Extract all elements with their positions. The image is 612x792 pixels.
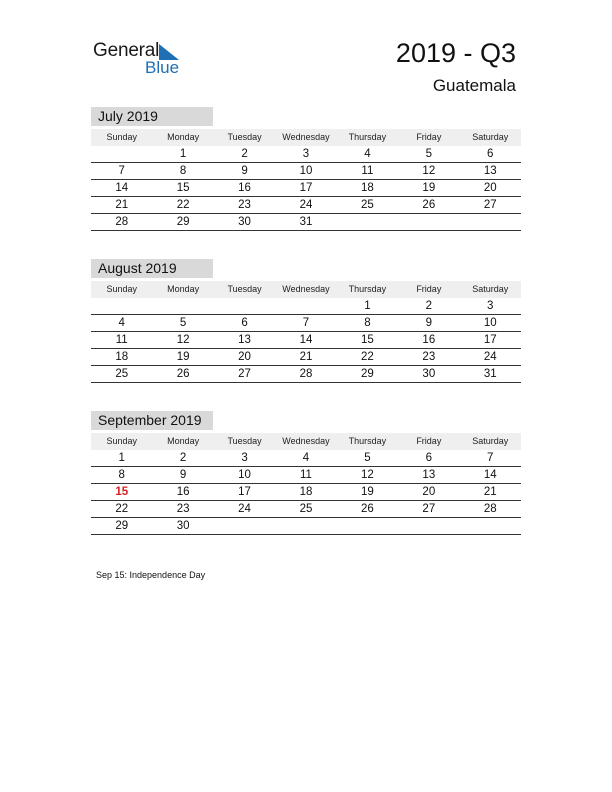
day-cell: 24 — [299, 199, 313, 211]
week-row — [91, 146, 521, 163]
day-cell: 22 — [176, 199, 190, 211]
week-row — [91, 366, 521, 383]
day-cell: 12 — [361, 469, 374, 481]
weekday-label: Friday — [416, 436, 442, 446]
day-cell: 22 — [361, 351, 374, 363]
week-row — [91, 298, 521, 315]
day-cell: 27 — [238, 368, 251, 380]
day-cell: 21 — [115, 199, 129, 211]
logo-general-text: General — [93, 40, 160, 61]
day-cell: 3 — [487, 300, 494, 312]
weekday-label: Thursday — [348, 436, 387, 446]
day-cell: 16 — [422, 334, 436, 346]
day-cell: 2 — [179, 452, 187, 464]
day-cell: 6 — [425, 452, 433, 464]
day-cell: 4 — [302, 452, 310, 464]
day-cell: 28 — [483, 503, 497, 515]
day-cell: 13 — [238, 334, 251, 346]
weekday-label: Sunday — [106, 132, 137, 142]
weekday-label: Monday — [167, 284, 200, 294]
week-row — [91, 450, 521, 467]
day-cell: 24 — [483, 351, 497, 363]
day-cell: 20 — [238, 351, 251, 363]
weekday-label: Thursday — [348, 284, 387, 294]
day-cell — [275, 298, 336, 314]
day-cell — [275, 518, 336, 534]
day-cell: 25 — [361, 199, 374, 211]
weekday-label: Friday — [416, 284, 442, 294]
day-cell: 31 — [483, 368, 497, 380]
week-row — [91, 467, 521, 484]
day-cell: 31 — [299, 216, 313, 228]
day-cell: 12 — [176, 334, 190, 346]
day-cell: 9 — [425, 317, 433, 329]
day-cell: 5 — [425, 148, 433, 160]
day-cell: 8 — [364, 317, 371, 329]
weekday-label: Sunday — [106, 284, 137, 294]
weekday-label: Tuesday — [227, 436, 262, 446]
day-cell: 30 — [238, 216, 251, 228]
day-cell: 15 — [176, 182, 190, 194]
day-cell: 7 — [118, 165, 125, 177]
day-cell — [337, 214, 398, 230]
day-cell: 18 — [299, 486, 313, 498]
day-cell: 1 — [179, 148, 187, 160]
day-cell: 20 — [422, 486, 436, 498]
day-cell: 1 — [118, 452, 125, 464]
day-cell: 24 — [238, 503, 251, 515]
day-cell: 17 — [483, 334, 497, 346]
month-title: September 2019 — [91, 411, 213, 430]
weekday-label: Sunday — [106, 436, 137, 446]
day-cell: 19 — [361, 486, 374, 498]
day-cell: 25 — [299, 503, 313, 515]
day-cell: 5 — [179, 317, 187, 329]
day-cell: 18 — [361, 182, 374, 194]
day-cell: 30 — [422, 368, 436, 380]
day-cell: 16 — [238, 182, 251, 194]
week-row — [91, 518, 521, 535]
weekday-header-row — [91, 433, 521, 450]
day-cell — [91, 146, 152, 162]
day-cell: 25 — [115, 368, 129, 380]
week-row — [91, 332, 521, 349]
day-cell: 26 — [422, 199, 436, 211]
day-cell: 18 — [115, 351, 129, 363]
weekday-label: Saturday — [472, 284, 509, 294]
day-cell: 17 — [299, 182, 313, 194]
month-calendar — [91, 107, 521, 231]
day-cell: 4 — [118, 317, 125, 329]
day-cell: 10 — [483, 317, 497, 329]
day-cell: 14 — [115, 182, 129, 194]
day-cell: 22 — [115, 503, 129, 515]
day-cell: 13 — [422, 469, 436, 481]
day-cell: 7 — [487, 452, 494, 464]
week-row — [91, 197, 521, 214]
day-cell: 9 — [241, 165, 248, 177]
weekday-label: Saturday — [472, 436, 509, 446]
weekday-label: Wednesday — [282, 436, 330, 446]
day-cell: 21 — [483, 486, 497, 498]
page-title: 2019 - Q3 — [395, 38, 516, 68]
month-calendar — [91, 259, 521, 383]
day-cell: 6 — [241, 317, 248, 329]
day-cell: 21 — [299, 351, 313, 363]
month-title: July 2019 — [91, 107, 213, 126]
weekday-label: Friday — [416, 132, 442, 142]
day-cell: 3 — [241, 452, 248, 464]
day-cell — [152, 298, 213, 314]
day-cell: 9 — [179, 469, 187, 481]
day-cell: 11 — [115, 334, 128, 346]
generalblue-logo — [93, 40, 203, 80]
day-cell: 6 — [487, 148, 494, 160]
day-cell: 8 — [179, 165, 187, 177]
week-row — [91, 484, 521, 501]
day-cell: 27 — [483, 199, 497, 211]
week-row — [91, 180, 521, 197]
day-cell — [214, 298, 275, 314]
holiday-day-cell: 15 — [115, 486, 129, 498]
day-cell: 8 — [118, 469, 125, 481]
weekday-label: Monday — [167, 132, 200, 142]
day-cell: 17 — [238, 486, 251, 498]
logo-blue-text: Blue — [145, 58, 180, 77]
day-cell: 10 — [299, 165, 313, 177]
month-title: August 2019 — [91, 259, 213, 278]
weekday-header-row — [91, 129, 521, 146]
day-cell: 3 — [302, 148, 310, 160]
day-cell — [460, 518, 521, 534]
weekday-label: Tuesday — [227, 132, 262, 142]
day-cell: 19 — [422, 182, 436, 194]
day-cell: 14 — [483, 469, 497, 481]
weekday-header-row — [91, 281, 521, 298]
weekday-label: Monday — [167, 436, 200, 446]
day-cell: 23 — [238, 199, 251, 211]
day-cell: 28 — [299, 368, 313, 380]
week-row — [91, 163, 521, 180]
day-cell — [398, 214, 459, 230]
week-row — [91, 501, 521, 518]
day-cell: 5 — [364, 452, 371, 464]
day-cell: 4 — [364, 148, 371, 160]
month-calendar — [91, 411, 521, 535]
day-cell: 14 — [299, 334, 313, 346]
day-cell: 23 — [176, 503, 190, 515]
week-row — [91, 315, 521, 332]
weekday-label: Wednesday — [282, 284, 330, 294]
day-cell: 11 — [300, 469, 312, 481]
day-cell: 29 — [361, 368, 374, 380]
day-cell: 2 — [425, 300, 433, 312]
day-cell: 28 — [115, 216, 129, 228]
week-row — [91, 349, 521, 366]
day-cell — [337, 518, 398, 534]
day-cell: 1 — [364, 300, 371, 312]
day-cell: 15 — [361, 334, 374, 346]
day-cell: 2 — [241, 148, 248, 160]
day-cell: 16 — [176, 486, 190, 498]
weekday-label: Wednesday — [282, 132, 330, 142]
day-cell: 11 — [361, 165, 374, 177]
day-cell — [91, 298, 152, 314]
day-cell: 7 — [302, 317, 310, 329]
day-cell: 30 — [176, 520, 190, 532]
holiday-notes — [96, 570, 205, 580]
weekday-label: Thursday — [348, 132, 387, 142]
day-cell — [460, 214, 521, 230]
day-cell — [214, 518, 275, 534]
country-name: Guatemala — [432, 76, 516, 95]
day-cell: 29 — [176, 216, 190, 228]
week-row — [91, 214, 521, 231]
day-cell: 13 — [483, 165, 497, 177]
day-cell: 26 — [176, 368, 190, 380]
weekday-label: Tuesday — [227, 284, 262, 294]
day-cell: 27 — [422, 503, 436, 515]
weekday-label: Saturday — [472, 132, 509, 142]
day-cell: 20 — [483, 182, 497, 194]
day-cell: 19 — [176, 351, 190, 363]
day-cell: 29 — [115, 520, 129, 532]
day-cell: 12 — [422, 165, 436, 177]
day-cell: 23 — [422, 351, 436, 363]
holiday-note: Sep 15: Independence Day — [96, 570, 206, 580]
day-cell: 26 — [361, 503, 374, 515]
day-cell: 10 — [238, 469, 251, 481]
day-cell — [398, 518, 459, 534]
